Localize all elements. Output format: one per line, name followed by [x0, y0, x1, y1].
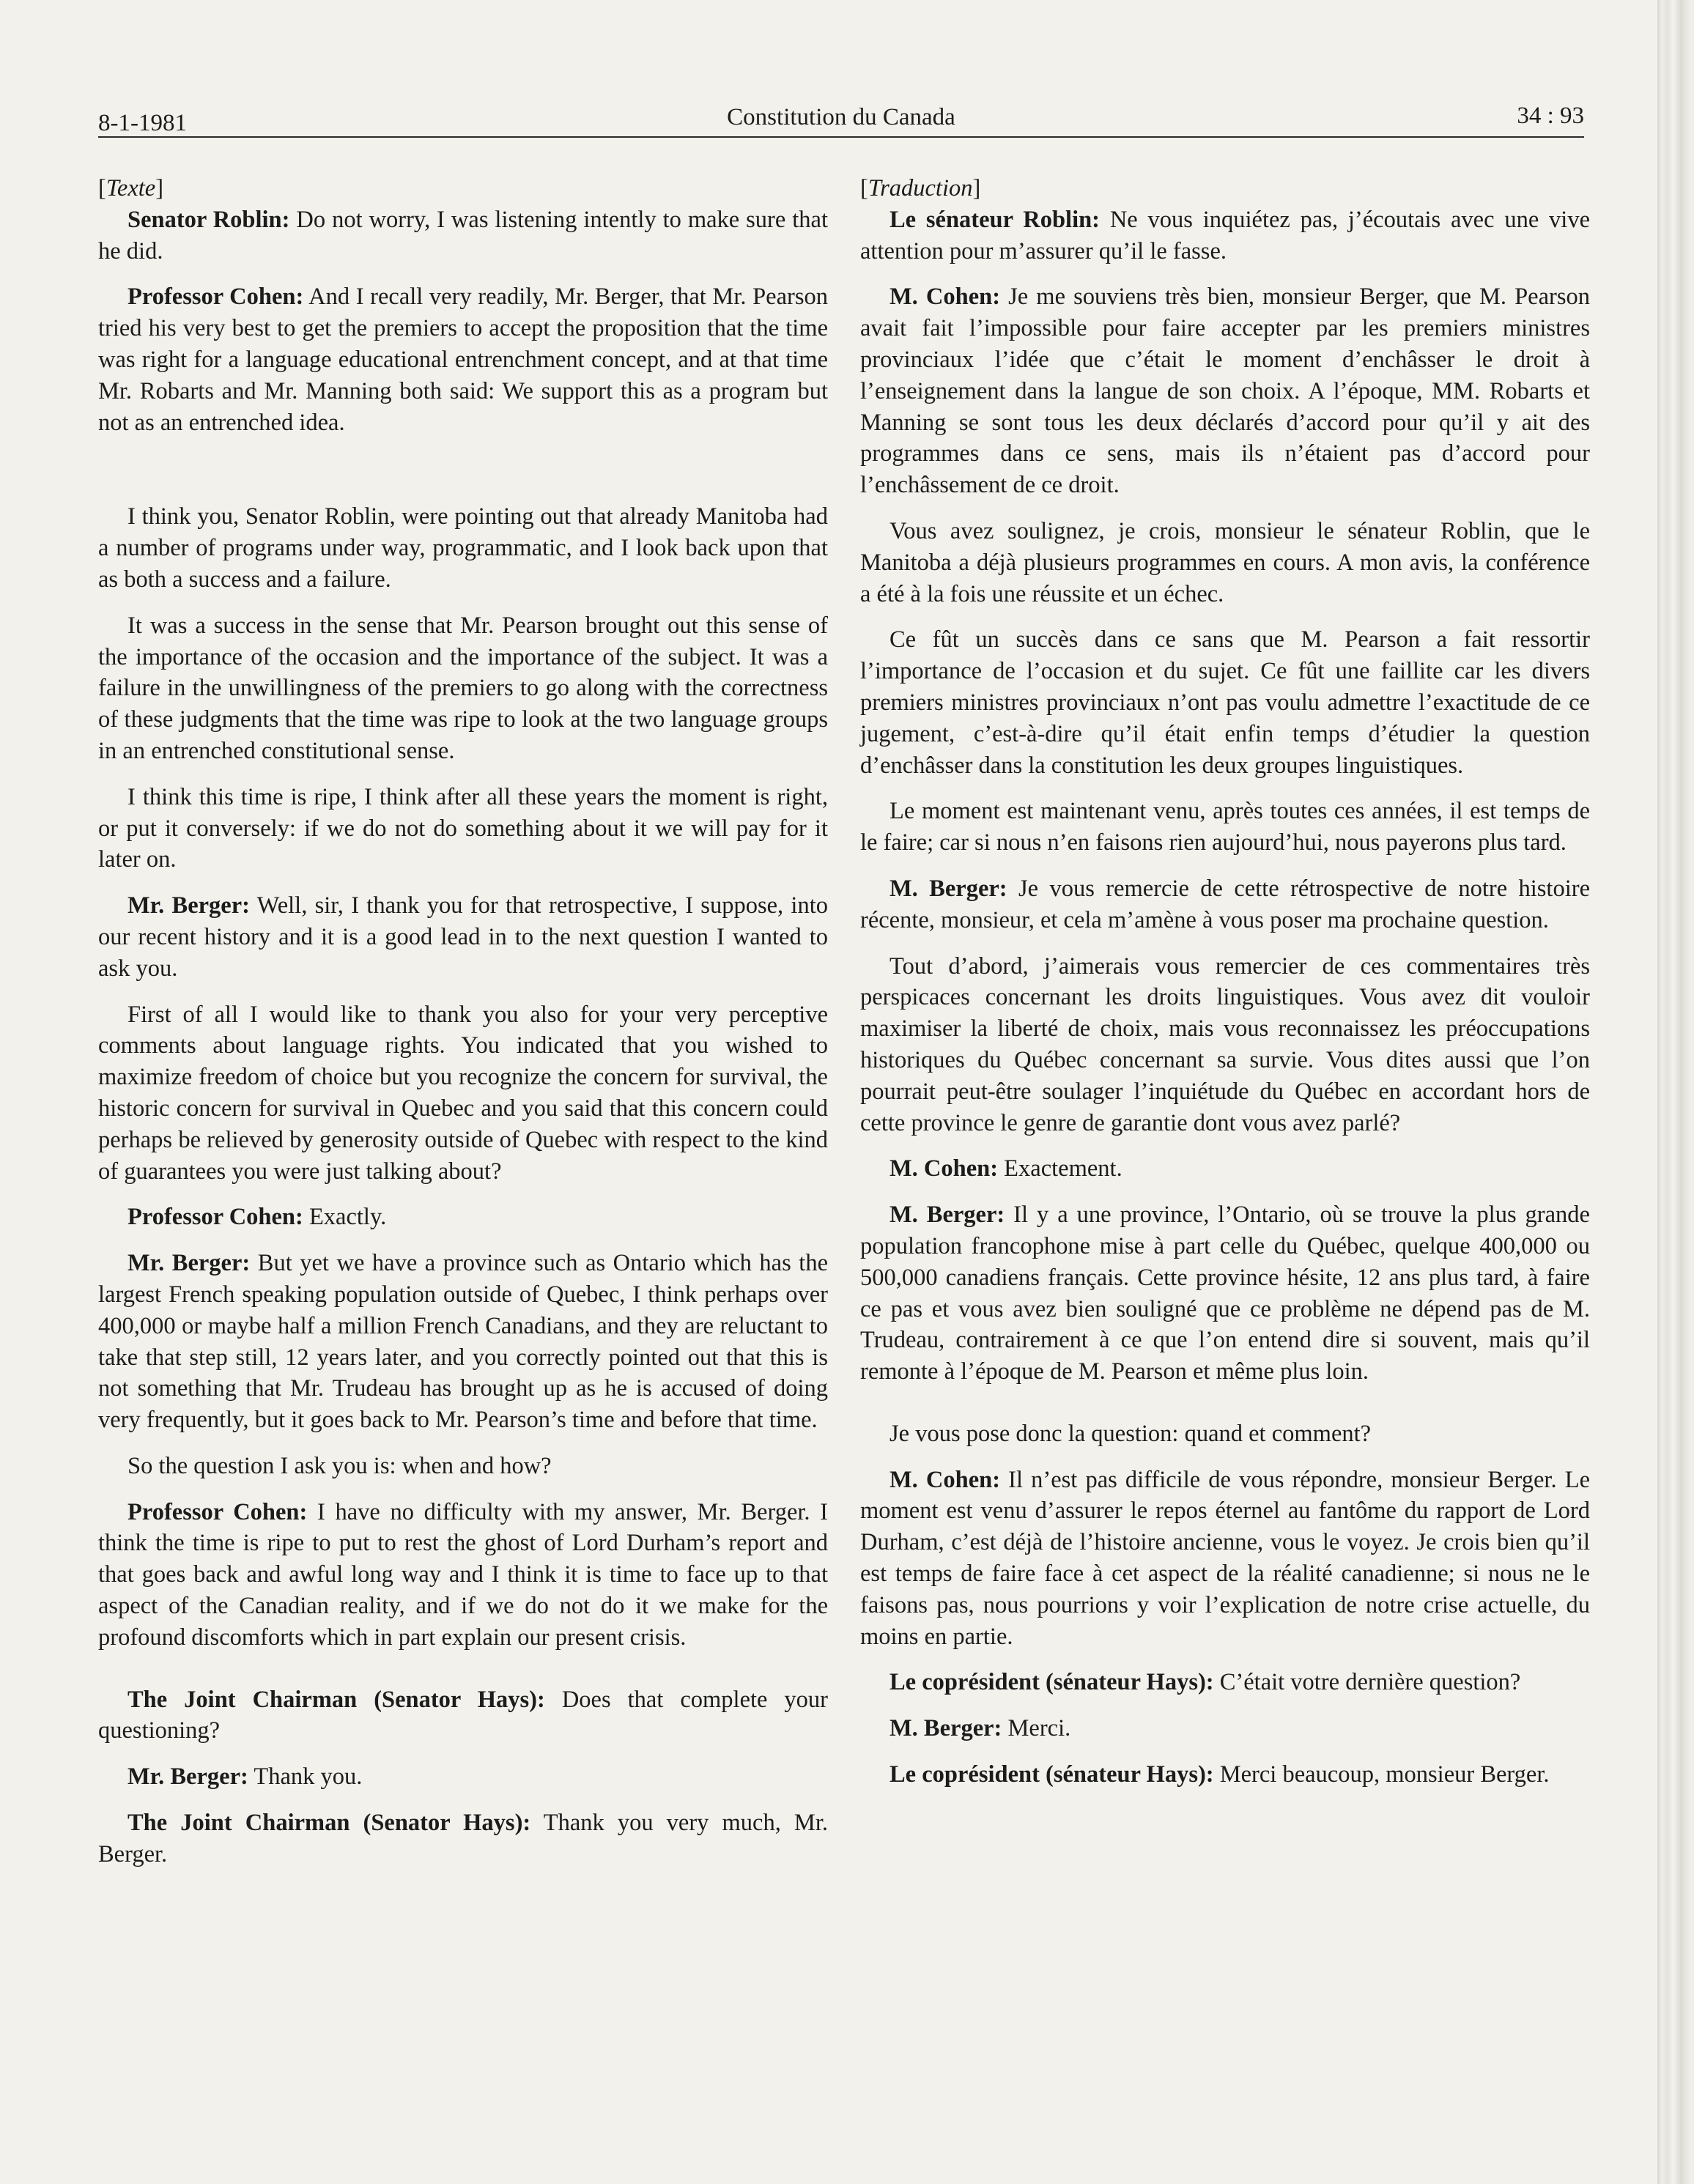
page-header [98, 101, 1584, 138]
paragraph: It was a success in the sense that Mr. Pearson brought out this sense of the importance of the occasion and the importance of the subject. It was a failure in the unwillingness of the premiers to go along with the correctness of these judgments that the time was ripe to look at the two language groups in an entrenched constitutional sense. [98, 612, 828, 764]
paragraph: Professor Cohen: Exactly. [127, 1204, 387, 1231]
paragraph: I think you, Senator Roblin, were pointing out that already Manitoba had a number of programs under way, programmatic, and I look back upon that as both a success and a failure. [98, 503, 828, 593]
speaker-name: Professor Cohen: [127, 284, 304, 311]
page-edge [1657, 0, 1694, 2184]
speaker-name: Senator Roblin: [127, 206, 290, 233]
speaker-name: M. Cohen: [889, 284, 1001, 311]
paragraph: The Joint Chairman (Senator Hays): Thank you very much, Mr. Berger. [98, 1810, 828, 1867]
paragraph: Mr. Berger: Thank you. [127, 1763, 363, 1791]
paragraph: M. Berger: Je vous remercie de cette rétrospective de notre histoire récente, monsieur, et cela m’amène à vous poser ma prochaine question. [860, 875, 1590, 933]
header-title: Constitution du Canada [727, 104, 955, 130]
speaker-name: Professor Cohen: [127, 1498, 308, 1525]
paragraph: Senator Roblin: Do not worry, I was listening intently to make sure that he did. [98, 206, 828, 264]
speaker-name: Mr. Berger: [127, 892, 250, 919]
speaker-name: M. Berger: [889, 1202, 1005, 1229]
header-page-number: 34 : 93 [1517, 103, 1584, 129]
speaker-name: M. Cohen: [889, 1466, 1001, 1493]
speaker-name: M. Berger: [889, 875, 1007, 902]
paragraph: M. Cohen: Je me souviens très bien, monsieur Berger, que M. Pearson avait fait l’impossible pour faire accepter par les premiers ministres provinciaux l’idée que c’était le moment d’enchâsser le droit à l’enseignement dans la langue de son choix. A l’époque, MM. Robarts et Manning se sont tous les deux déclarés d’accord pour qu’il y ait des programmes dans ce sens, mais ils n’étaient pas d’accord pour l’enchâssement de ce droit. [860, 284, 1591, 499]
paragraph: Mr. Berger: Well, sir, I thank you for that retrospective, I suppose, into our recent history and it is a good lead in to the next question I wanted to ask you. [98, 892, 828, 982]
paragraph: Je vous pose donc la question: quand et comment? [889, 1420, 1372, 1447]
paragraph: M. Cohen: Exactement. [889, 1155, 1122, 1182]
section-tag: [Texte] [98, 175, 164, 201]
speaker-name: Professor Cohen: [127, 1204, 303, 1231]
speaker-name: Le coprésident (sénateur Hays): [889, 1761, 1214, 1788]
paragraph: Tout d’abord, j’aimerais vous remercier de ces commentaires très perspicaces concernant les droits linguistiques. Vous avez dit vouloir maximiser la liberté de choix, mais vous reconnaissez les préoccupations historiques du Québec concernant sa survie. Vous dites aussi que l’on pourrait peut-être soulager l’inquiétude du Québec en accordant hors de cette province le genre de garantie dont vous avez parlé? [860, 952, 1590, 1136]
header-date: 8-1-1981 [98, 110, 187, 136]
speaker-name: The Joint Chairman (Senator Hays): [127, 1810, 531, 1837]
paragraph: Le sénateur Roblin: Ne vous inquiétez pas, j’écoutais avec une vive attention pour m’assurer qu’il le fasse. [860, 206, 1590, 264]
french-column [860, 173, 1590, 1805]
paragraph: Le coprésident (sénateur Hays): Merci beaucoup, monsieur Berger. [889, 1761, 1550, 1788]
paragraph: M. Berger: Il y a une province, l’Ontario, où se trouve la plus grande population francophone mise à part celle du Québec, quelque 400,000 ou 500,000 canadiens français. Cette province hésite, 12 ans plus tard, à faire ce pas et vous avez bien souligné que ce problème ne dépend pas de M. Trudeau, contrairement à ce que l’on entend dire si souvent, mais qu’il remonte à l’époque de M. Pearson et même plus loin. [860, 1202, 1590, 1385]
speaker-name: M. Cohen: [889, 1155, 999, 1182]
paragraph: The Joint Chairman (Senator Hays): Does that complete your questioning? [98, 1686, 829, 1744]
paragraph: Professor Cohen: I have no difficulty with my answer, Mr. Berger. I think the time is ripe to put to rest the ghost of Lord Durham’s report and that goes back and awful long way and I think it is time to face up to that aspect of the Canadian reality, and if we do not do it we make for the profound discomforts which in part explain our present crisis. [98, 1498, 828, 1651]
speaker-name: Mr. Berger: [127, 1250, 251, 1277]
paragraph: Mr. Berger: But yet we have a province such as Ontario which has the largest French speaking population outside of Quebec, I think perhaps over 400,000 or maybe half a million French Canadians, and they are reluctant to take that step still, 12 years later, and you correctly pointed out that this is not something that Mr. Trudeau has brought up as he is accused of doing very frequently, but it goes back to Mr. Pearson’s time and before that time. [98, 1250, 828, 1434]
english-column [98, 173, 828, 1885]
paragraph: M. Cohen: Il n’est pas difficile de vous répondre, monsieur Berger. Le moment est venu d’assurer le repos éternel au fantôme du rapport de Lord Durham, c’est déjà de l’histoire ancienne, vous le voyez. Je crois bien qu’il est temps de faire face à cet aspect de la réalité canadienne; si nous ne le faisons pas, nous pourrions y voir l’explication de notre crise actuelle, du moins en partie. [860, 1466, 1590, 1650]
paragraph: So the question I ask you is: when and how? [127, 1452, 552, 1479]
paragraph: I think this time is ripe, I think after all these years the moment is right, or put it conversely: if we do not do something about it we will pay for it later on. [98, 783, 828, 873]
speaker-name: Le sénateur Roblin: [889, 206, 1101, 233]
paragraph: Le moment est maintenant venu, après toutes ces années, il est temps de le faire; car si nous n’en faisons rien aujourd’hui, nous payerons plus tard. [860, 798, 1590, 856]
section-tag: [Traduction] [860, 175, 981, 201]
paragraph: Ce fût un succès dans ce sans que M. Pearson a fait ressortir l’importance de l’occasion et du sujet. Ce fût une faillite car les divers premiers ministres provinciaux n’ont pas voulu admettre l’exactitude de ce jugement, c’est-à-dire qu’il était enfin temps d’étudier la question d’enchâsser dans la constitution les deux groupes linguistiques. [860, 626, 1590, 779]
speaker-name: Le coprésident (sénateur Hays): [889, 1669, 1214, 1696]
speaker-name: M. Berger: [889, 1715, 1002, 1742]
speaker-name: Mr. Berger: [127, 1763, 248, 1791]
paragraph: M. Berger: Merci. [889, 1715, 1071, 1742]
paragraph: Professor Cohen: And I recall very readily, Mr. Berger, that Mr. Pearson tried his very best to get the premiers to accept the proposition that the time was right for a language educational entrenchment concept, and at that time Mr. Robarts and Mr. Manning both said: We support this as a program but not as an entrenched idea. [98, 284, 828, 436]
paragraph: Le coprésident (sénateur Hays): C’était votre dernière question? [889, 1669, 1521, 1696]
speaker-name: The Joint Chairman (Senator Hays): [127, 1686, 545, 1713]
paragraph: First of all I would like to thank you also for your very perceptive comments about language rights. You indicated that you wished to maximize freedom of choice but you recognize the concern for survival, the historic concern for survival in Quebec and you said that this concern could perhaps be relieved by generosity outside of Quebec with respect to the kind of guarantees you were just talking about? [98, 1001, 828, 1185]
paragraph: Vous avez soulignez, je crois, monsieur le sénateur Roblin, que le Manitoba a déjà plusieurs programmes en cours. A mon avis, la conférence a été à la fois une réussite et un échec. [860, 517, 1590, 607]
